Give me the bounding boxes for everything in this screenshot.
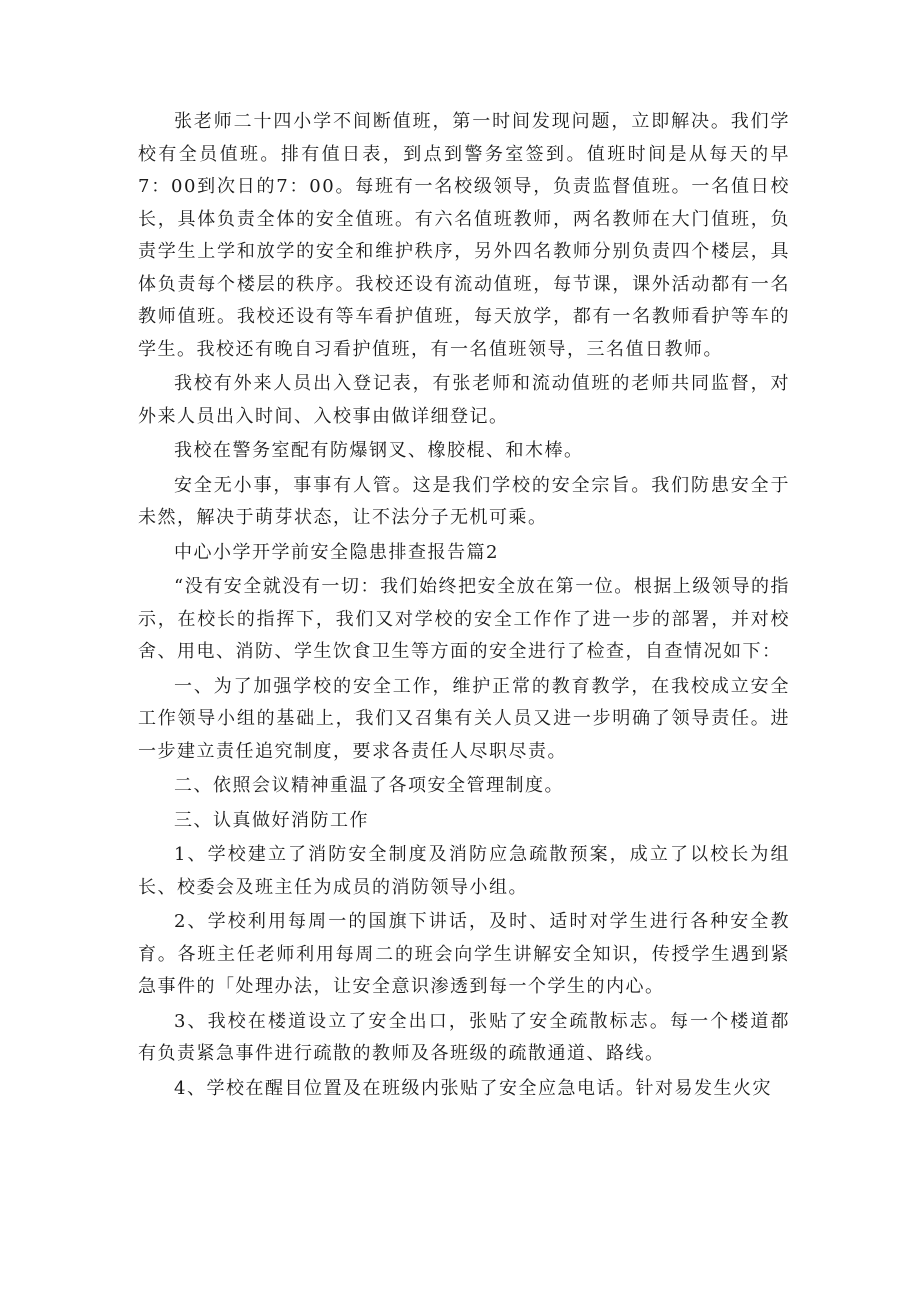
section-heading: 中心小学开学前安全隐患排查报告篇2 [174, 541, 499, 563]
paragraph-item-3: 三、认真做好消防工作 [174, 809, 369, 831]
document-body [138, 106, 790, 1107]
paragraph-fire-1: 1、学校建立了消防安全制度及消防应急疏散预案，成立了以校长为组长、校委会及班主任为成员的消防领导小组。 [138, 844, 790, 898]
paragraph-visitor-register: 我校有外来人员出入登记表，有张老师和流动值班的老师共同监督，对外来人员出入时间、入校事由做详细登记。 [138, 373, 790, 427]
paragraph-security-equipment: 我校在警务室配有防爆钢叉、橡胶棍、和木棒。 [174, 440, 584, 461]
paragraph-item-1: 一、为了加强学校的安全工作，维护正常的教育教学，在我校成立安全工作领导小组的基础上，我们又召集有关人员又进一步明确了领导责任。进一步建立责任追究制度，要求各责任人尽职尽责。 [138, 675, 790, 762]
paragraph-intro: “没有安全就没有一切：我们始终把安全放在第一位。根据上级领导的指示，在校长的指挥下，我们又对学校的安全工作作了进一步的部署，并对校舍、用电、消防、学生饮食卫生等方面的安全进行了检查，自查情况如下： [138, 576, 790, 662]
paragraph-safety-motto: 安全无小事，事事有人管。这是我们学校的安全宗旨。我们防患安全于未然，解决于萌芽状态，让不法分子无机可乘。 [138, 474, 790, 528]
paragraph-fire-4: 4、学校在醒目位置及在班级内张贴了安全应急电话。针对易发生火灾 [174, 1077, 772, 1099]
paragraph-item-2: 二、依照会议精神重温了各项安全管理制度。 [174, 775, 564, 796]
paragraph-fire-3: 3、我校在楼道设立了安全出口，张贴了安全疏散标志。每一个楼道都有负责紧急事件进行疏散的教师及各班级的疏散通道、路线。 [138, 1010, 790, 1064]
paragraph-duty-schedule: 张老师二十四小学不间断值班，第一时间发现问题，立即解决。我们学校有全员值班。排有值日表，到点到警务室签到。值班时间是从每天的早7：00到次日的7：00。每班有一名校级领导，负责监督值班。一名值日校长，具体负责全体的安全值班。有六名值班教师，两名教师在大门值班，负责学生上学和放学的安全和维护秩序，另外四名教师分别负责四个楼层，具体负责每个楼层的秩序。我校还设有流动值班，每节课，课外活动都有一名教师值班。我校还设有等车看护值班，每天放学，都有一名教师看护等车的学生。我校还有晚自习看护值班，有一名值班领导，三名值日教师。 [138, 111, 790, 360]
paragraph-fire-2: 2、学校利用每周一的国旗下讲话，及时、适时对学生进行各种安全教育。各班主任老师利用每周二的班会向学生讲解安全知识，传授学生遇到紧急事件的「处理办法，让安全意识渗透到每一个学生的内心。 [138, 911, 790, 997]
